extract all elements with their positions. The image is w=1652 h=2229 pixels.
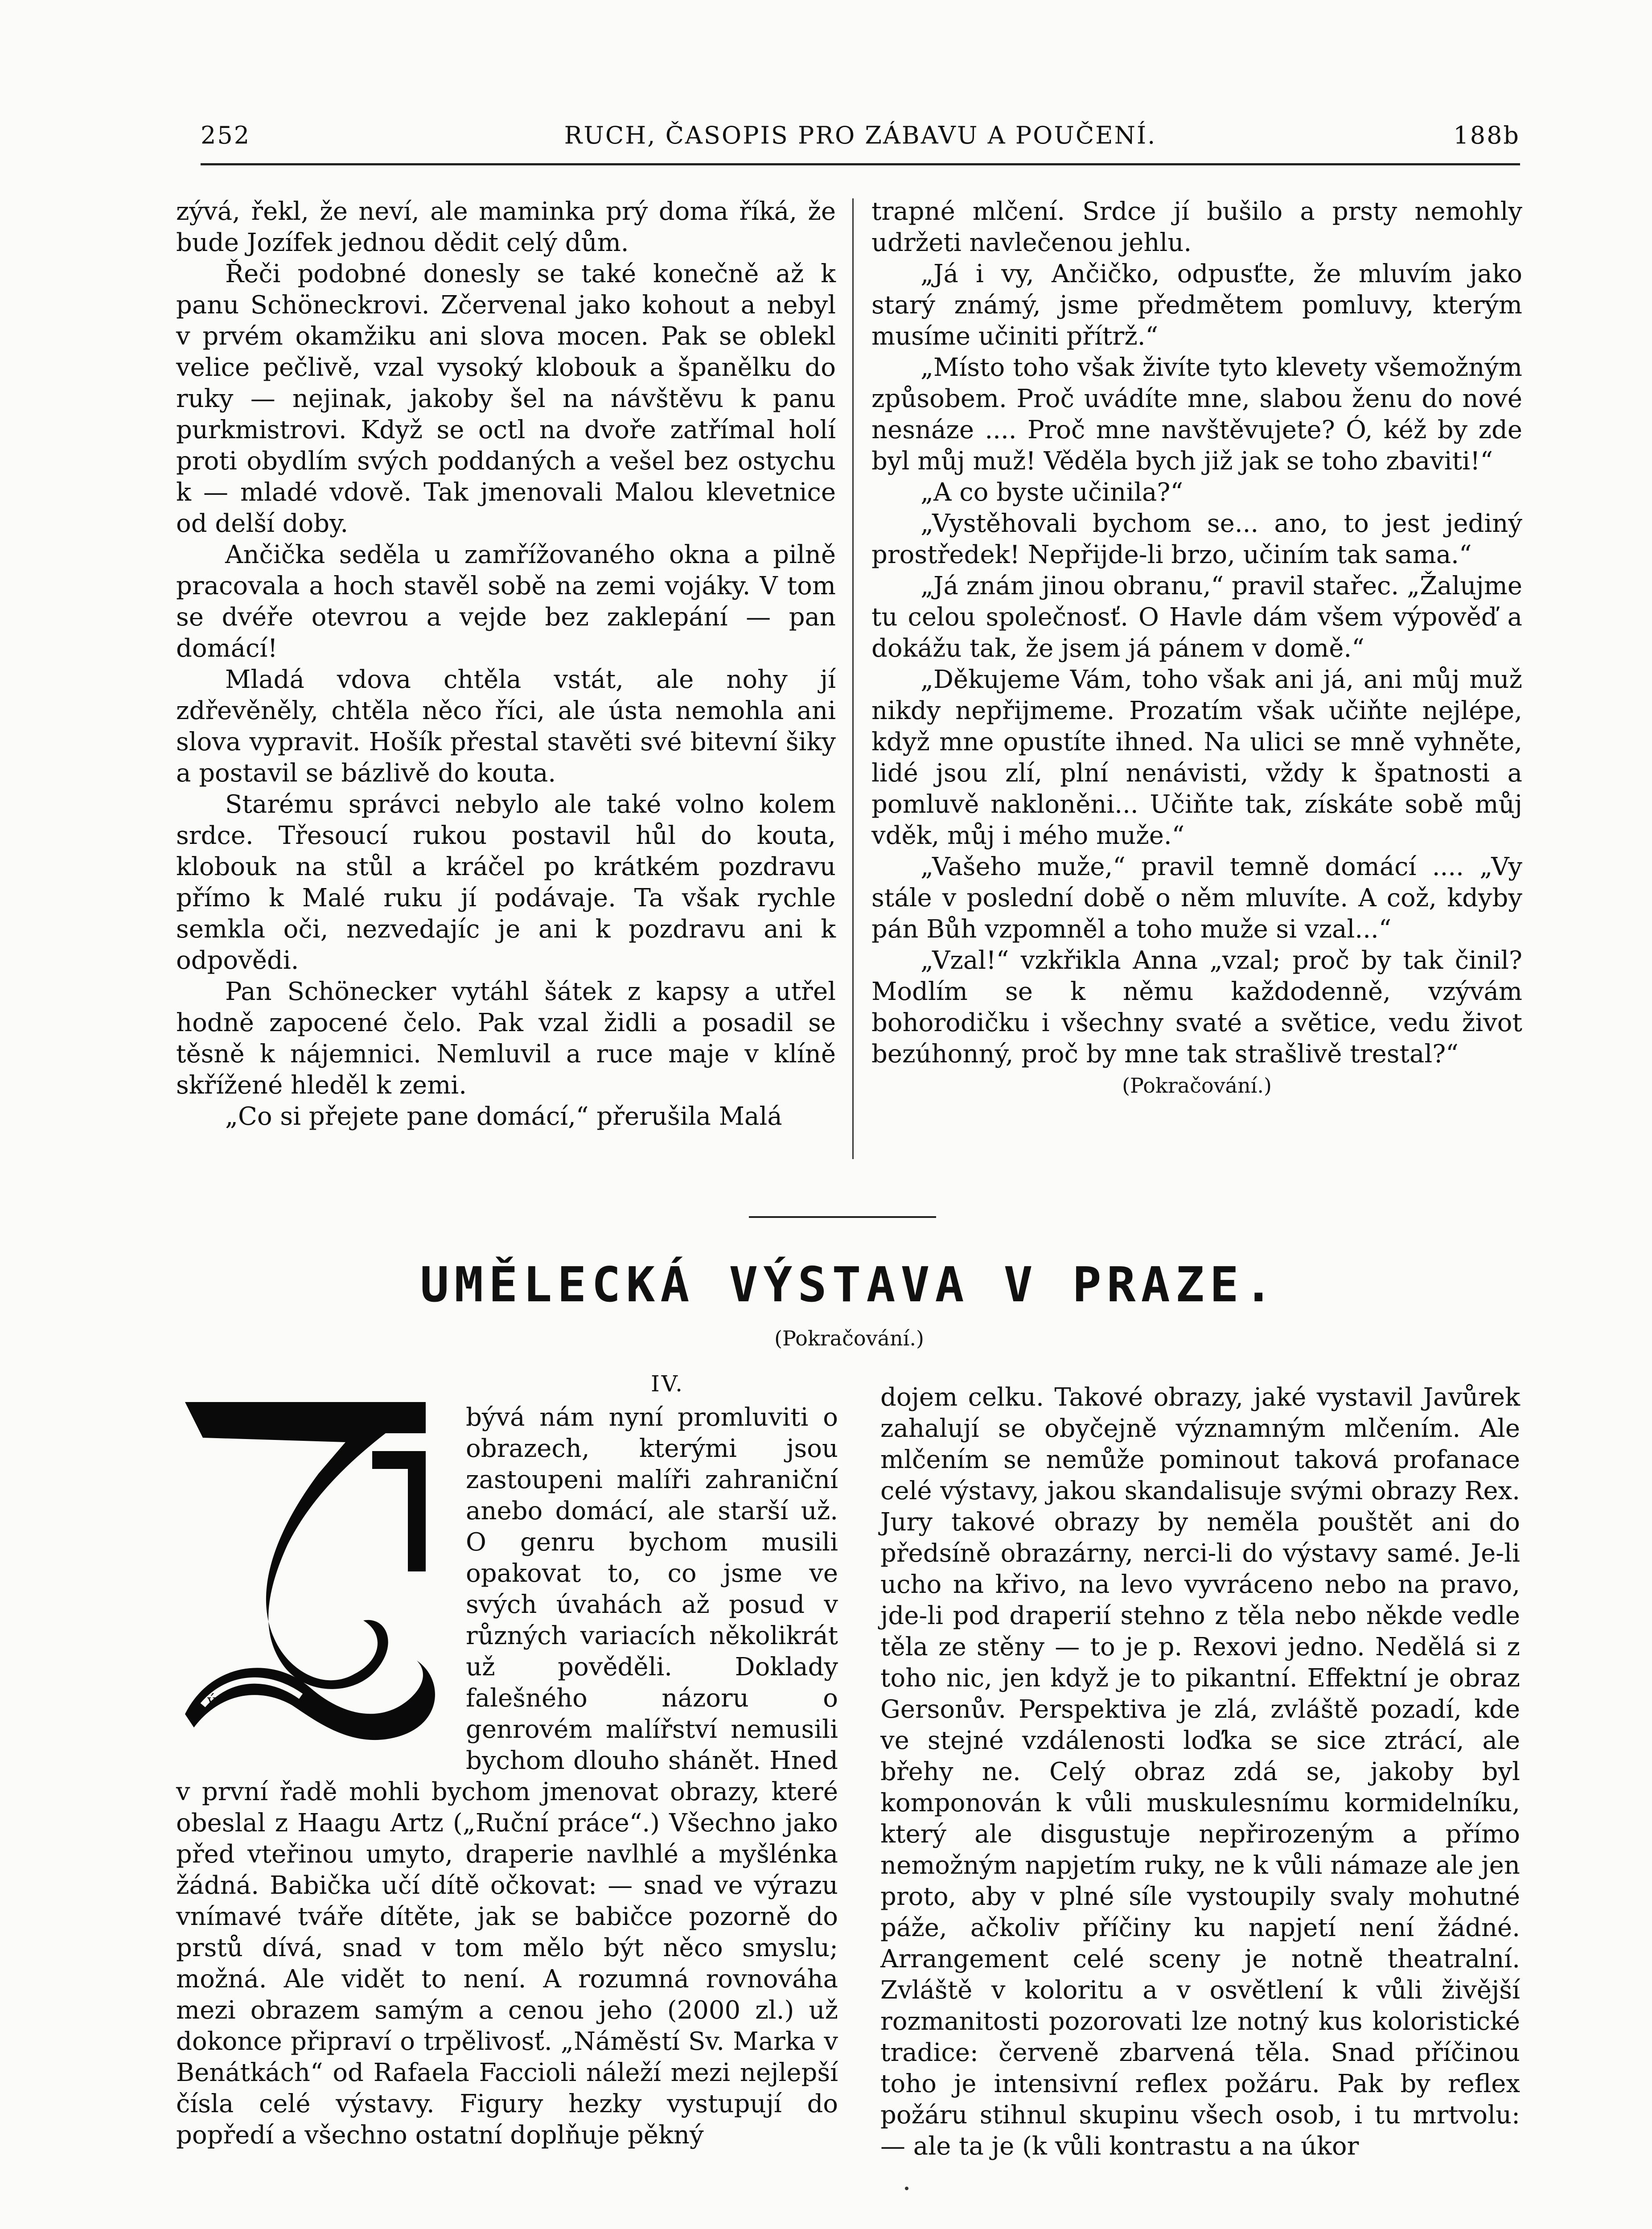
paragraph: „A co byste učinila?“: [921, 478, 1184, 507]
article-column-left: [176, 1402, 838, 2151]
paragraph: Starému správci nebylo ale také volno kolem srdce. Třesoucí rukou postavil hůl do kouta, klobouk na stůl a kráčel po krátkém pozdravu přímo k Malé ruku jí podávaje. Ta však rychle semkla oči, nezvedajíc je ani k pozdravu ani k odpovědi.: [176, 790, 836, 975]
running-header: [201, 121, 1520, 161]
header-rule: [201, 163, 1520, 165]
svg-text:ý: ý: [207, 1691, 216, 1709]
paragraph: Mladá vdova chtěla vstát, ale nohy jí zdřevěněly, chtěla něco říci, ale ústa nemohla ani slova vypravit. Hošík přestal stavěti své bitevní šiky a postavil se bázlivě do kouta.: [176, 665, 836, 788]
paragraph: Ančička seděla u zamřížovaného okna a pilně pracovala a hoch stavěl sobě na zemi vojáky. V tom se dvéře otevrou a vejde bez zaklepání — pan domácí!: [176, 540, 836, 663]
paragraph: „Co si přejete pane domácí,“ přerušila Malá: [225, 1102, 782, 1131]
paragraph: „Vystěhovali bychom se... ano, to jest jediný prostředek! Nepřijde-li brzo, učiním tak sama.“: [871, 509, 1522, 569]
section-divider: [749, 1216, 936, 1218]
paragraph: „Děkujeme Vám, toho však ani já, ani můj muž nikdy nepřijmeme. Prozatím však učiňte nejlépe, když mne opustíte ihned. Na ulici se mně vyhněte, lidé jsou zlí, plní nenávisti, vždy k špatnosti a pomluvě nakloněni... Učiňte tak, získáte sobě můj vděk, můj i mého muže.“: [871, 665, 1522, 850]
ornamental-initial-z: [176, 1384, 450, 1750]
paragraph: trapné mlčení. Srdce jí bušilo a prsty nemohly udržeti navlečenou jehlu.: [871, 197, 1522, 257]
journal-title: RUCH, ČASOPIS PRO ZÁBAVU A POUČENÍ.: [564, 121, 1157, 149]
paragraph: Pan Schönecker vytáhl šátek z kapsy a utřel hodně zapocené čelo. Pak vzal židli a posadil se těsně k nájemnici. Nemluvil a ruce maje v klíně skřížené hleděl k zemi.: [176, 977, 836, 1100]
article-headline: UMĚLECKÁ VÝSTAVA V PRAZE.: [420, 1257, 1278, 1313]
stray-mark: [905, 2187, 908, 2190]
story-column-left: [176, 196, 836, 1132]
continued-note: (Pokračování.): [1122, 1073, 1272, 1098]
article-continued: (Pokračování.): [774, 1326, 924, 1350]
column-separator: [852, 198, 854, 1159]
page-number: 252: [201, 121, 251, 149]
paragraph: bývá nám nyní promluviti o obrazech, kterými jsou zastoupeni malíři zahraniční anebo domácí, ale starší už. O genru bychom musili opakovat to, co jsme ve svých úvahách až posud v různých variacích několikrát už pověděli. Doklady falešného názoru o genrovém malířství nemusili bychom dlouho shánět. Hned v první řadě mohli bychom jmenovat obrazy, které obeslal z Haagu Artz („Ruční práce“.) Všechno jako před vteřinou umyto, draperie navlhlé a myšlénka žádná. Babička učí dítě očkovat: — snad ve výrazu vnímavé tváře dítěte, jak se babičce pozorně do prstů dívá, snad v tom mělo být něco smyslu; možná. Ale vidět to není. A rozumná rovnováha mezi obrazem samým a cenou jeho (2000 zl.) už dokonce připraví o trpělivosť. „Náměstí Sv. Marka v Benátkách“ od Rafaela Faccioli náleží mezi nejlepší čísla celé výstavy. Figury hezky vystupují do popředí a všechno ostatní doplňuje pěkný: [176, 1403, 838, 2150]
paragraph: „Vašeho muže,“ pravil temně domácí .... „Vy stále v poslední době o něm mluvíte. A což, kdyby pán Bůh vzpomněl a toho muže si vzal...“: [871, 852, 1522, 944]
paragraph: „Já znám jinou obranu,“ pravil stařec. „Žalujme tu celou společnosť. O Havle dám všem výpověď a dokážu tak, že jsem já pánem v domě.“: [871, 572, 1522, 663]
story-column-right: [871, 196, 1522, 1101]
article-column-right: [880, 1382, 1520, 2162]
paragraph: Řeči podobné donesly se také konečně až k panu Schöneckrovi. Zčervenal jako kohout a nebyl v prvém okamžiku ani slova mocen. Pak se oblekl velice pečlivě, vzal vysoký klobouk a španělku do ruky — nejinak, jakoby šel na návštěvu k panu purkmistrovi. Když se octl na dvoře zatřímal holí proti obydlím svých poddaných a vešel bez ostychu k — mladé vdově. Tak jmenovali Malou klevetnice od delší doby.: [176, 259, 836, 538]
year: 188b: [1453, 121, 1520, 149]
paragraph: „Vzal!“ vzkřikla Anna „vzal; proč by tak činil? Modlím se k němu každodenně, vzývám bohorodičku i všechny svaté a světice, vedu život bezúhonný, proč by mne tak strašlivě trestal?“: [871, 946, 1522, 1069]
paragraph: „Místo toho však živíte tyto klevety všemožným způsobem. Proč uvádíte mne, slabou ženu do nové nesnáze .... Proč mne navštěvujete? Ó, kéž by zde byl můj muž! Věděla bych již jak se toho zbaviti!“: [871, 353, 1522, 476]
paragraph: dojem celku. Takové obrazy, jaké vystavil Javůrek zahalují se obyčejně významným mlčením. Ale mlčením se nemůže pominout taková profanace celé výstavy, jakou skandalisuje svými obrazy Rex. Jury takové obrazy by neměla pouštět ani do předsíně obrazárny, nerci-li do výstavy samé. Je-li ucho na křivo, na levo vyvráceno nebo na pravo, jde-li pod draperií stehno z těla nebo někde vedle těla ze stěny — to je p. Rexovi jedno. Nedělá si z toho nic, jen když je to pikantní. Effektní je obraz Gersonův. Perspektiva je zlá, zvláště pozadí, kde ve stejné vzdálenosti loďka se sice ztrácí, ale břehy ne. Celý obraz zdá se, jakoby byl komponován k vůli muskulesnímu kormidelníku, který ale disgustuje nepřirozeným a přímo nemožným napjetím ruky, ne k vůli námaze ale jen proto, aby v plné síle vystoupily svaly mohutné páže, ačkoliv příčiny ku napjetí není žádné. Arrangement celé sceny je notně theatralní. Zvláště v koloritu a v osvětlení k vůli živější rozmanitosti pozorovati lze notný kus koloristické tradice: červeně zbarvená těla. Snad příčinou toho je intensivní reflex požáru. Pak by reflex požáru stihnul skupinu všech osob, i tu mrtvolu: — ale ta je (k vůli kontrastu a na úkor: [880, 1383, 1520, 2161]
paragraph: „Já i vy, Ančičko, odpusťte, že mluvím jako starý známý, jsme předmětem pomluvy, kterým musíme učiniti přítrž.“: [871, 259, 1522, 351]
part-number: IV.: [651, 1371, 685, 1397]
paragraph: zývá, řekl, že neví, ale maminka prý doma říká, že bude Jozífek jednou dědit celý dům.: [176, 197, 836, 257]
